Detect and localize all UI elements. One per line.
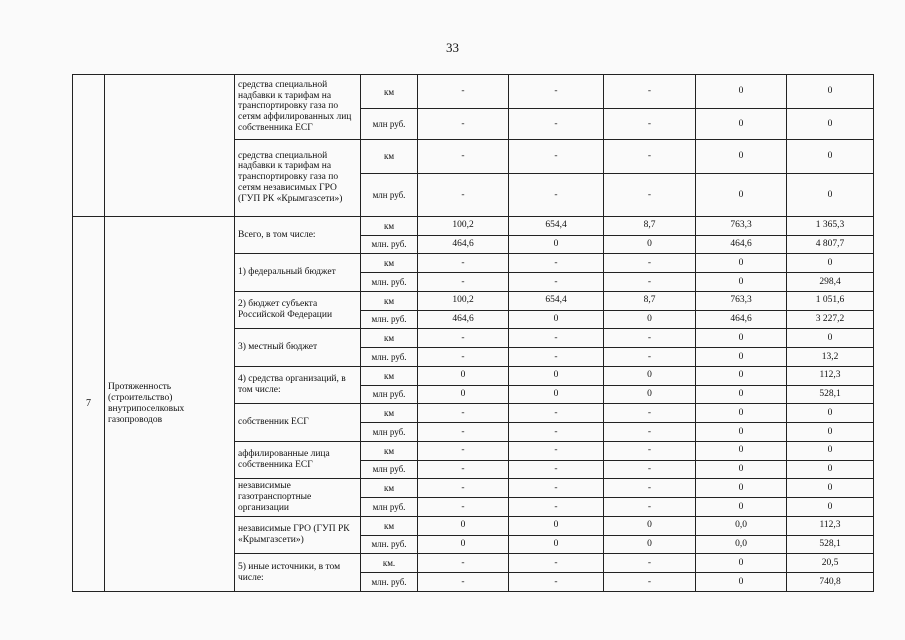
value-cell: 740,8 xyxy=(787,573,874,592)
value-cell: 0 xyxy=(509,310,604,329)
value-cell: - xyxy=(604,498,696,517)
unit-cell: км xyxy=(361,291,418,310)
source-label: 3) местный бюджет xyxy=(235,329,361,367)
value-cell: - xyxy=(509,498,604,517)
value-cell: 0 xyxy=(787,404,874,423)
value-cell: - xyxy=(418,423,509,442)
table-row xyxy=(73,75,874,109)
value-cell: - xyxy=(604,441,696,460)
value-cell: 763,3 xyxy=(696,216,787,235)
source-label: 5) иные источники, в том числе: xyxy=(235,554,361,592)
value-cell: - xyxy=(418,109,509,139)
value-cell: 8,7 xyxy=(604,291,696,310)
value-cell: 0 xyxy=(509,235,604,254)
source-label: средства специальной надбавки к тарифам на транспортировку газа по сетям независимых ГРО (ГУП РК «Крымгазсети») xyxy=(235,139,361,216)
value-cell: - xyxy=(509,460,604,479)
value-cell: 0 xyxy=(696,174,787,217)
source-label: аффилированные лица собственника ЕСГ xyxy=(235,441,361,479)
unit-cell: км xyxy=(361,139,418,173)
value-cell: - xyxy=(509,75,604,109)
row-number: 7 xyxy=(73,216,105,591)
value-cell: 0 xyxy=(696,366,787,385)
value-cell: 0 xyxy=(787,498,874,517)
value-cell: - xyxy=(418,404,509,423)
unit-cell: км xyxy=(361,75,418,109)
value-cell: 0 xyxy=(418,535,509,554)
value-cell: 0 xyxy=(787,423,874,442)
unit-cell: млн. руб. xyxy=(361,273,418,292)
unit-cell: км xyxy=(361,329,418,348)
value-cell: - xyxy=(418,329,509,348)
source-label: Всего, в том числе: xyxy=(235,216,361,254)
value-cell: 464,6 xyxy=(696,310,787,329)
value-cell: 0 xyxy=(787,254,874,273)
value-cell: 0 xyxy=(787,174,874,217)
value-cell: 4 807,7 xyxy=(787,235,874,254)
value-cell: 0 xyxy=(696,109,787,139)
value-cell: 8,7 xyxy=(604,216,696,235)
value-cell: 0,0 xyxy=(696,535,787,554)
value-cell: - xyxy=(604,348,696,367)
value-cell: - xyxy=(604,273,696,292)
value-cell: - xyxy=(418,139,509,173)
table-row xyxy=(73,216,874,235)
value-cell: 0,0 xyxy=(696,516,787,535)
value-cell: 0 xyxy=(418,516,509,535)
value-cell: - xyxy=(509,404,604,423)
value-cell: - xyxy=(604,460,696,479)
value-cell: 528,1 xyxy=(787,535,874,554)
value-cell: 0 xyxy=(696,254,787,273)
value-cell: 0 xyxy=(696,460,787,479)
source-label: средства специальной надбавки к тарифам на транспортировку газа по сетям аффилированных лиц собственника ЕСГ xyxy=(235,75,361,140)
value-cell: 0 xyxy=(696,348,787,367)
value-cell: - xyxy=(604,573,696,592)
source-label: 1) федеральный бюджет xyxy=(235,254,361,292)
value-cell: 0 xyxy=(787,460,874,479)
value-cell: - xyxy=(509,554,604,573)
page-number: 33 xyxy=(446,40,459,55)
unit-cell: км xyxy=(361,441,418,460)
source-label: 2) бюджет субъекта Российской Федерации xyxy=(235,291,361,329)
value-cell: - xyxy=(604,109,696,139)
unit-cell: млн. руб. xyxy=(361,235,418,254)
source-label: независимые ГРО (ГУП РК «Крымгазсети») xyxy=(235,516,361,554)
value-cell: 0 xyxy=(604,535,696,554)
unit-cell: млн. руб. xyxy=(361,573,418,592)
unit-cell: млн руб. xyxy=(361,174,418,217)
unit-cell: км. xyxy=(361,554,418,573)
indicator-cell xyxy=(105,75,235,217)
value-cell: 0 xyxy=(696,139,787,173)
value-cell: 0 xyxy=(696,423,787,442)
value-cell: - xyxy=(604,254,696,273)
value-cell: 13,2 xyxy=(787,348,874,367)
data-table xyxy=(72,74,874,592)
value-cell: - xyxy=(418,348,509,367)
unit-cell: млн. руб. xyxy=(361,348,418,367)
value-cell: - xyxy=(604,139,696,173)
value-cell: - xyxy=(418,460,509,479)
value-cell: - xyxy=(418,75,509,109)
value-cell: 3 227,2 xyxy=(787,310,874,329)
source-label: независимые газотранспортные организации xyxy=(235,479,361,517)
value-cell: - xyxy=(418,273,509,292)
value-cell: 100,2 xyxy=(418,216,509,235)
source-label: 4) средства организаций, в том числе: xyxy=(235,366,361,404)
value-cell: 763,3 xyxy=(696,291,787,310)
unit-cell: км xyxy=(361,216,418,235)
unit-cell: км xyxy=(361,366,418,385)
value-cell: 0 xyxy=(787,139,874,173)
value-cell: - xyxy=(418,573,509,592)
value-cell: - xyxy=(604,554,696,573)
value-cell: 0 xyxy=(696,554,787,573)
value-cell: 0 xyxy=(696,273,787,292)
value-cell: 464,6 xyxy=(418,310,509,329)
value-cell: 0 xyxy=(787,329,874,348)
value-cell: - xyxy=(604,174,696,217)
value-cell: 0 xyxy=(787,479,874,498)
value-cell: 0 xyxy=(787,441,874,460)
value-cell: 0 xyxy=(509,385,604,404)
unit-cell: км xyxy=(361,404,418,423)
value-cell: 464,6 xyxy=(418,235,509,254)
indicator-name: Протяженность (строительство) внутрипоселковых газопроводов xyxy=(105,216,235,591)
value-cell: - xyxy=(509,273,604,292)
value-cell: 112,3 xyxy=(787,516,874,535)
value-cell: 0 xyxy=(696,75,787,109)
value-cell: 0 xyxy=(604,310,696,329)
value-cell: 0 xyxy=(696,385,787,404)
value-cell: - xyxy=(604,423,696,442)
value-cell: - xyxy=(418,254,509,273)
value-cell: 528,1 xyxy=(787,385,874,404)
value-cell: 0 xyxy=(696,479,787,498)
unit-cell: млн. руб. xyxy=(361,310,418,329)
value-cell: - xyxy=(509,174,604,217)
value-cell: 0 xyxy=(696,498,787,517)
value-cell: 0 xyxy=(696,329,787,348)
value-cell: - xyxy=(604,75,696,109)
value-cell: - xyxy=(509,348,604,367)
value-cell: 0 xyxy=(787,75,874,109)
value-cell: - xyxy=(509,573,604,592)
unit-cell: км xyxy=(361,516,418,535)
value-cell: 0 xyxy=(509,535,604,554)
unit-cell: млн руб. xyxy=(361,460,418,479)
value-cell: 0 xyxy=(604,366,696,385)
unit-cell: км xyxy=(361,479,418,498)
value-cell: - xyxy=(604,404,696,423)
value-cell: - xyxy=(604,329,696,348)
value-cell: 100,2 xyxy=(418,291,509,310)
value-cell: - xyxy=(418,441,509,460)
value-cell: - xyxy=(418,479,509,498)
value-cell: 0 xyxy=(418,385,509,404)
value-cell: 0 xyxy=(604,235,696,254)
value-cell: - xyxy=(509,139,604,173)
value-cell: 1 365,3 xyxy=(787,216,874,235)
value-cell: 298,4 xyxy=(787,273,874,292)
value-cell: - xyxy=(509,441,604,460)
source-label: собственник ЕСГ xyxy=(235,404,361,442)
unit-cell: млн руб. xyxy=(361,423,418,442)
value-cell: - xyxy=(418,498,509,517)
unit-cell: млн руб. xyxy=(361,109,418,139)
value-cell: 0 xyxy=(696,441,787,460)
value-cell: 0 xyxy=(787,109,874,139)
value-cell: 20,5 xyxy=(787,554,874,573)
row-number-cell xyxy=(73,75,105,217)
value-cell: 0 xyxy=(509,366,604,385)
value-cell: - xyxy=(509,254,604,273)
value-cell: 0 xyxy=(696,404,787,423)
value-cell: 464,6 xyxy=(696,235,787,254)
unit-cell: млн. руб. xyxy=(361,535,418,554)
value-cell: 0 xyxy=(418,366,509,385)
value-cell: 654,4 xyxy=(509,291,604,310)
value-cell: - xyxy=(509,109,604,139)
value-cell: 0 xyxy=(604,516,696,535)
value-cell: 112,3 xyxy=(787,366,874,385)
unit-cell: млн руб. xyxy=(361,498,418,517)
value-cell: 654,4 xyxy=(509,216,604,235)
value-cell: - xyxy=(509,479,604,498)
value-cell: 0 xyxy=(509,516,604,535)
value-cell: - xyxy=(604,479,696,498)
unit-cell: млн руб. xyxy=(361,385,418,404)
value-cell: 0 xyxy=(696,573,787,592)
value-cell: - xyxy=(509,329,604,348)
value-cell: - xyxy=(418,174,509,217)
unit-cell: км xyxy=(361,254,418,273)
value-cell: 0 xyxy=(604,385,696,404)
value-cell: 1 051,6 xyxy=(787,291,874,310)
value-cell: - xyxy=(418,554,509,573)
value-cell: - xyxy=(509,423,604,442)
